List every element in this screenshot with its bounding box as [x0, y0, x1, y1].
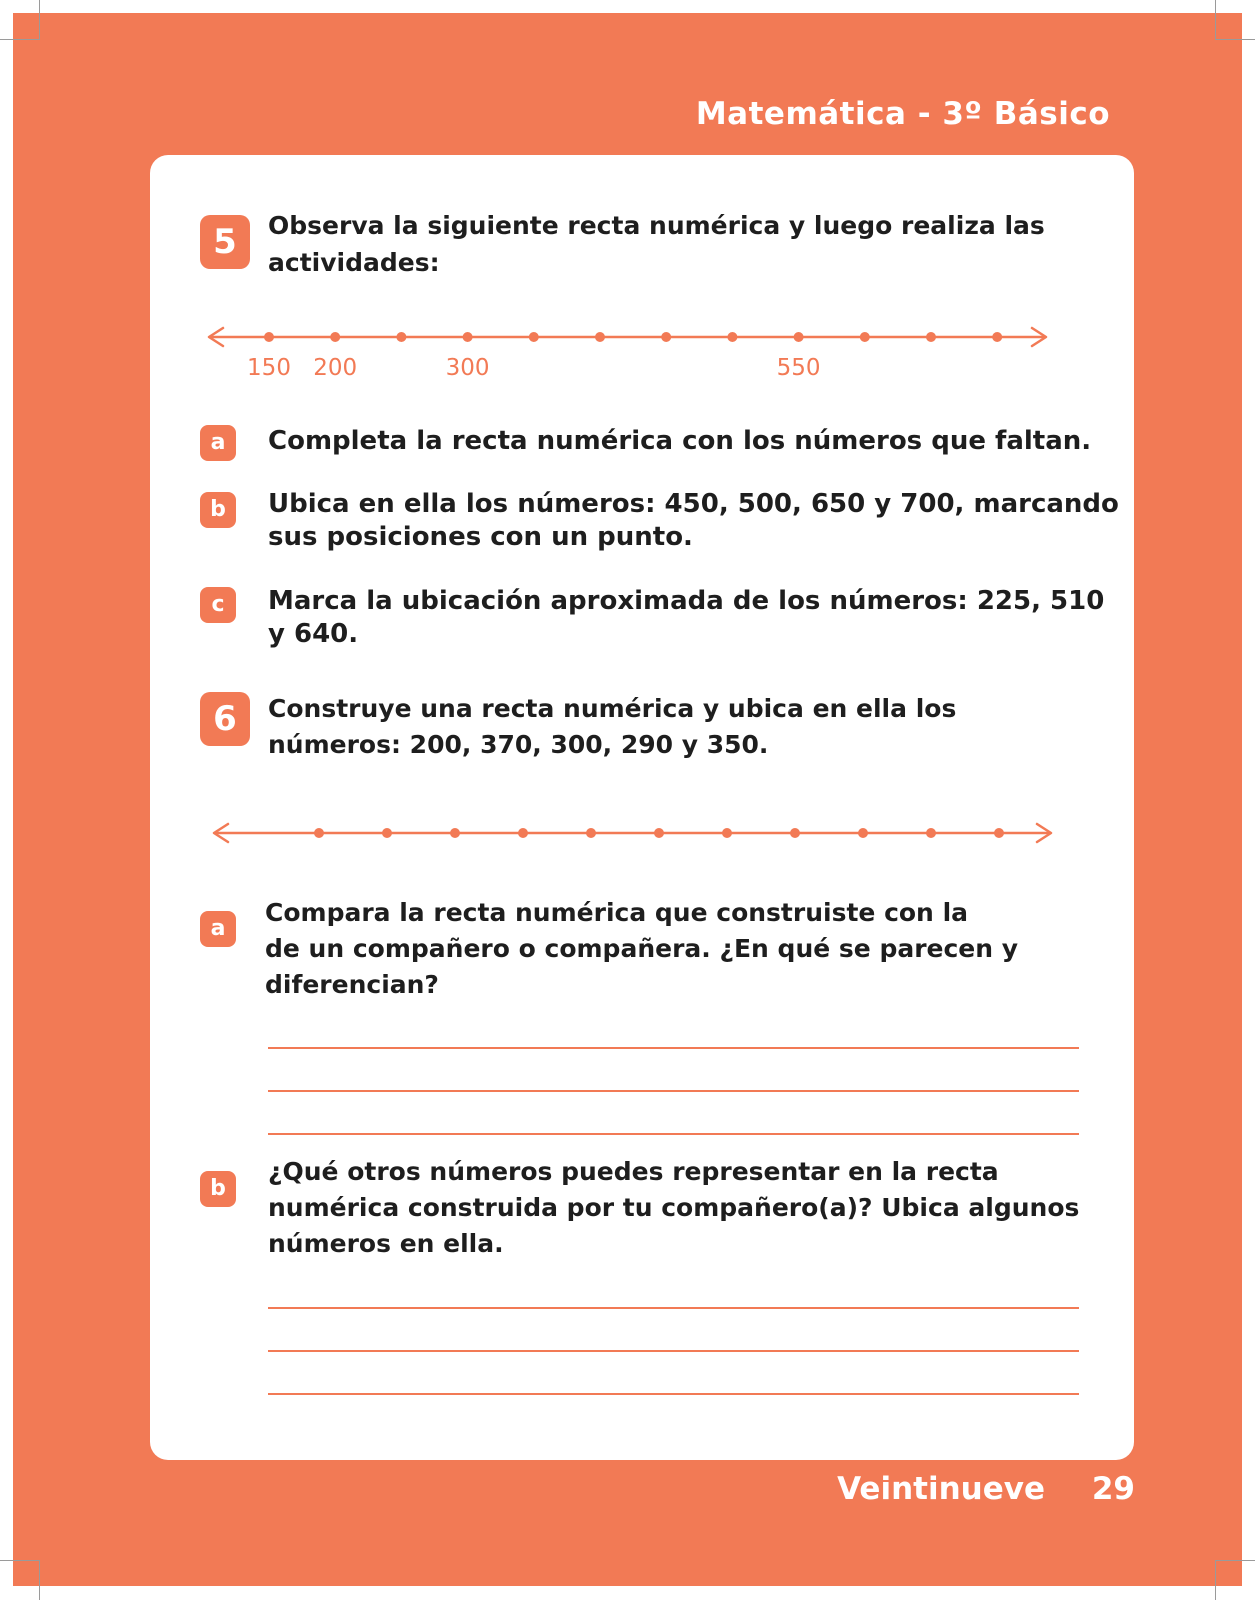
number-line-tick: [595, 332, 605, 342]
crop-mark: [0, 39, 40, 40]
crop-mark: [1215, 1560, 1255, 1561]
crop-mark: [39, 0, 40, 40]
number-line-tick: [330, 332, 340, 342]
number-line-tick: [858, 828, 868, 838]
number-line-tick: [860, 332, 870, 342]
item-5c-line: Marca la ubicación aproximada de los números: 225, 510: [268, 586, 1105, 616]
worksheet-card: [150, 155, 1134, 1460]
number-line-tick: [727, 332, 737, 342]
item-5b-text: [268, 488, 1119, 554]
number-line-q5[interactable]: [205, 315, 1065, 385]
item-6a-line: diferencian?: [265, 970, 439, 999]
question-5-line: actividades:: [268, 248, 440, 277]
item-6a-text: [265, 895, 1018, 1003]
item-5a-line: Completa la recta numérica con los números que faltan.: [268, 426, 1092, 456]
answer-line[interactable]: [268, 1090, 1079, 1092]
item-6b-line: numérica construida por tu compañero(a)? Ubica algunos: [268, 1193, 1080, 1222]
number-line-tick: [661, 332, 671, 342]
footer-page-word: Veintinueve: [837, 1471, 1045, 1507]
number-line-tick: [722, 828, 732, 838]
item-6b-text: [268, 1154, 1079, 1262]
item-5b-line: Ubica en ella los números: 450, 500, 650 y 700, marcando: [268, 489, 1119, 519]
number-line-tick: [926, 828, 936, 838]
number-line-tick: [992, 332, 1002, 342]
number-line-tick: [450, 828, 460, 838]
number-line-tick: [994, 828, 1004, 838]
number-line-tick: [264, 332, 274, 342]
number-line-tick: [463, 332, 473, 342]
item-5c-text: [268, 585, 1104, 651]
question-6-badge: 6: [200, 692, 250, 746]
crop-mark: [1215, 0, 1216, 40]
page-header-title: Matemática - 3º Básico: [695, 96, 1110, 132]
item-6a-badge: a: [200, 911, 236, 947]
item-5c-badge: c: [200, 587, 236, 623]
item-6a-line: de un compañero o compañera. ¿En qué se parecen y: [265, 934, 1019, 963]
crop-mark: [1215, 1560, 1216, 1600]
item-5a-badge: a: [200, 425, 236, 461]
item-5b-badge: b: [200, 492, 236, 528]
item-6b-line: números en ella.: [268, 1229, 504, 1258]
number-line-tick: [586, 828, 596, 838]
question-5-line: Observa la siguiente recta numérica y luego realiza las: [268, 211, 1045, 240]
question-6-line: números: 200, 370, 300, 290 y 350.: [268, 730, 769, 759]
answer-line[interactable]: [268, 1133, 1079, 1135]
item-6b-badge: b: [200, 1171, 236, 1207]
number-line-label: 200: [313, 355, 358, 381]
answer-line[interactable]: [268, 1350, 1079, 1352]
number-line-tick: [926, 332, 936, 342]
number-line-label: 550: [776, 355, 821, 381]
item-6b-line: ¿Qué otros números puedes representar en la recta: [268, 1157, 999, 1186]
answer-line[interactable]: [268, 1047, 1079, 1049]
item-5c-line: y 640.: [268, 619, 359, 649]
question-6-line: Construye una recta numérica y ubica en ella los: [268, 694, 957, 723]
number-line-tick: [518, 828, 528, 838]
number-line-tick: [794, 332, 804, 342]
number-line-tick: [529, 332, 539, 342]
answer-line[interactable]: [268, 1307, 1079, 1309]
number-line-tick: [654, 828, 664, 838]
item-6a-line: Compara la recta numérica que construiste con la: [265, 898, 969, 927]
number-line-tick: [790, 828, 800, 838]
number-line-tick: [314, 828, 324, 838]
answer-line[interactable]: [268, 1393, 1079, 1395]
question-5-text: [268, 207, 1045, 281]
item-5b-line: sus posiciones con un punto.: [268, 522, 693, 552]
number-line-tick: [382, 828, 392, 838]
number-line-q6[interactable]: [210, 818, 1070, 848]
number-line-label: 150: [247, 355, 291, 381]
question-5-badge: 5: [200, 215, 250, 269]
item-5a-text: [268, 425, 1091, 458]
crop-mark: [1215, 39, 1255, 40]
crop-mark: [0, 1560, 40, 1561]
number-line-label: 300: [445, 355, 490, 381]
question-6-text: [268, 691, 956, 763]
number-line-tick: [396, 332, 406, 342]
footer-page-number: 29: [1091, 1471, 1135, 1507]
crop-mark: [39, 1560, 40, 1600]
